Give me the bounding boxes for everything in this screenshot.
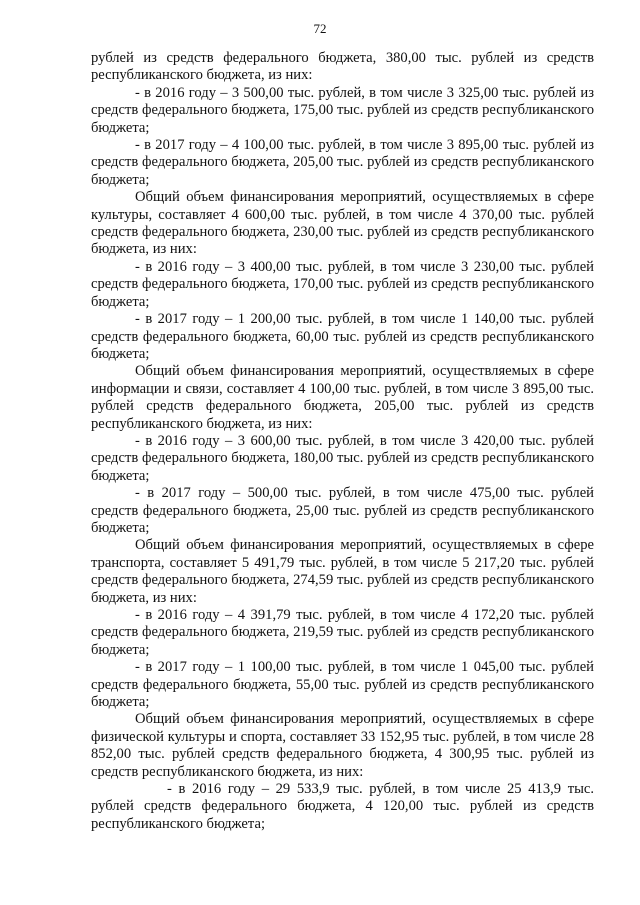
paragraph-information: Общий объем финансирования мероприятий, осуществляемых в сфере информации и связи, составляет 4 100,00 тыс. рублей, в том числе 3 895,00 тыс. рублей средств федерального бюджета, 205,00 тыс. рублей из средств республиканского бюджета, из них: <box>91 363 594 432</box>
paragraph-item: - в 2017 году – 4 100,00 тыс. рублей, в том числе 3 895,00 тыс. рублей из средств федерального бюджета, 205,00 тыс. рублей из средств республиканского бюджета; <box>91 137 594 188</box>
paragraph-continuation: рублей из средств федерального бюджета, 380,00 тыс. рублей из средств республиканского бюджета, из них: <box>91 50 594 84</box>
paragraph-item: - в 2016 году – 3 500,00 тыс. рублей, в том числе 3 325,00 тыс. рублей из средств федерального бюджета, 175,00 тыс. рублей из средств республиканского бюджета; <box>91 84 594 136</box>
paragraph-item: - в 2016 году – 4 391,79 тыс. рублей, в том числе 4 172,20 тыс. рублей средств федерального бюджета, 219,59 тыс. рублей из средств республиканского бюджета; <box>91 607 594 658</box>
paragraph-item: - в 2016 году – 3 400,00 тыс. рублей, в том числе 3 230,00 тыс. рублей средств федерального бюджета, 170,00 тыс. рублей из средств республиканского бюджета; <box>91 258 594 310</box>
paragraph-item: - в 2016 году – 29 533,9 тыс. рублей, в том числе 25 413,9 тыс. рублей средств федерального бюджета, 4 120,00 тыс. рублей из средств республиканского бюджета; <box>91 781 594 832</box>
paragraph-item: - в 2017 году – 1 100,00 тыс. рублей, в том числе 1 045,00 тыс. рублей средств федерального бюджета, 55,00 тыс. рублей из средств республиканского бюджета; <box>91 659 594 711</box>
document-body <box>91 50 594 833</box>
page-number: 72 <box>313 21 327 36</box>
paragraph-sport: Общий объем финансирования мероприятий, осуществляемых в сфере физической культуры и спорта, составляет 33 152,95 тыс. рублей, в том числе 28 852,00 тыс. рублей средств федерального бюджета, 4 300,95 тыс. рублей из средств республиканского бюджета, из них: <box>91 711 594 780</box>
paragraph-item: - в 2017 году – 1 200,00 тыс. рублей, в том числе 1 140,00 тыс. рублей средств федерального бюджета, 60,00 тыс. рублей из средств республиканского бюджета; <box>91 311 594 362</box>
paragraph-item: - в 2016 году – 3 600,00 тыс. рублей, в том числе 3 420,00 тыс. рублей средств федерального бюджета, 180,00 тыс. рублей из средств республиканского бюджета; <box>91 432 594 484</box>
paragraph-item: - в 2017 году – 500,00 тыс. рублей, в том числе 475,00 тыс. рублей средств федерального бюджета, 25,00 тыс. рублей из средств республиканского бюджета; <box>91 485 594 536</box>
paragraph-transport: Общий объем финансирования мероприятий, осуществляемых в сфере транспорта, составляет 5 491,79 тыс. рублей, в том числе 5 217,20 тыс. рублей средств федерального бюджета, 274,59 тыс. рублей из средств республиканского бюджета, из них: <box>91 537 594 606</box>
paragraph-culture: Общий объем финансирования мероприятий, осуществляемых в сфере культуры, составляет 4 600,00 тыс. рублей, в том числе 4 370,00 тыс. рублей средств федерального бюджета, 230,00 тыс. рублей из средств республиканского бюджета, из них: <box>91 189 594 258</box>
